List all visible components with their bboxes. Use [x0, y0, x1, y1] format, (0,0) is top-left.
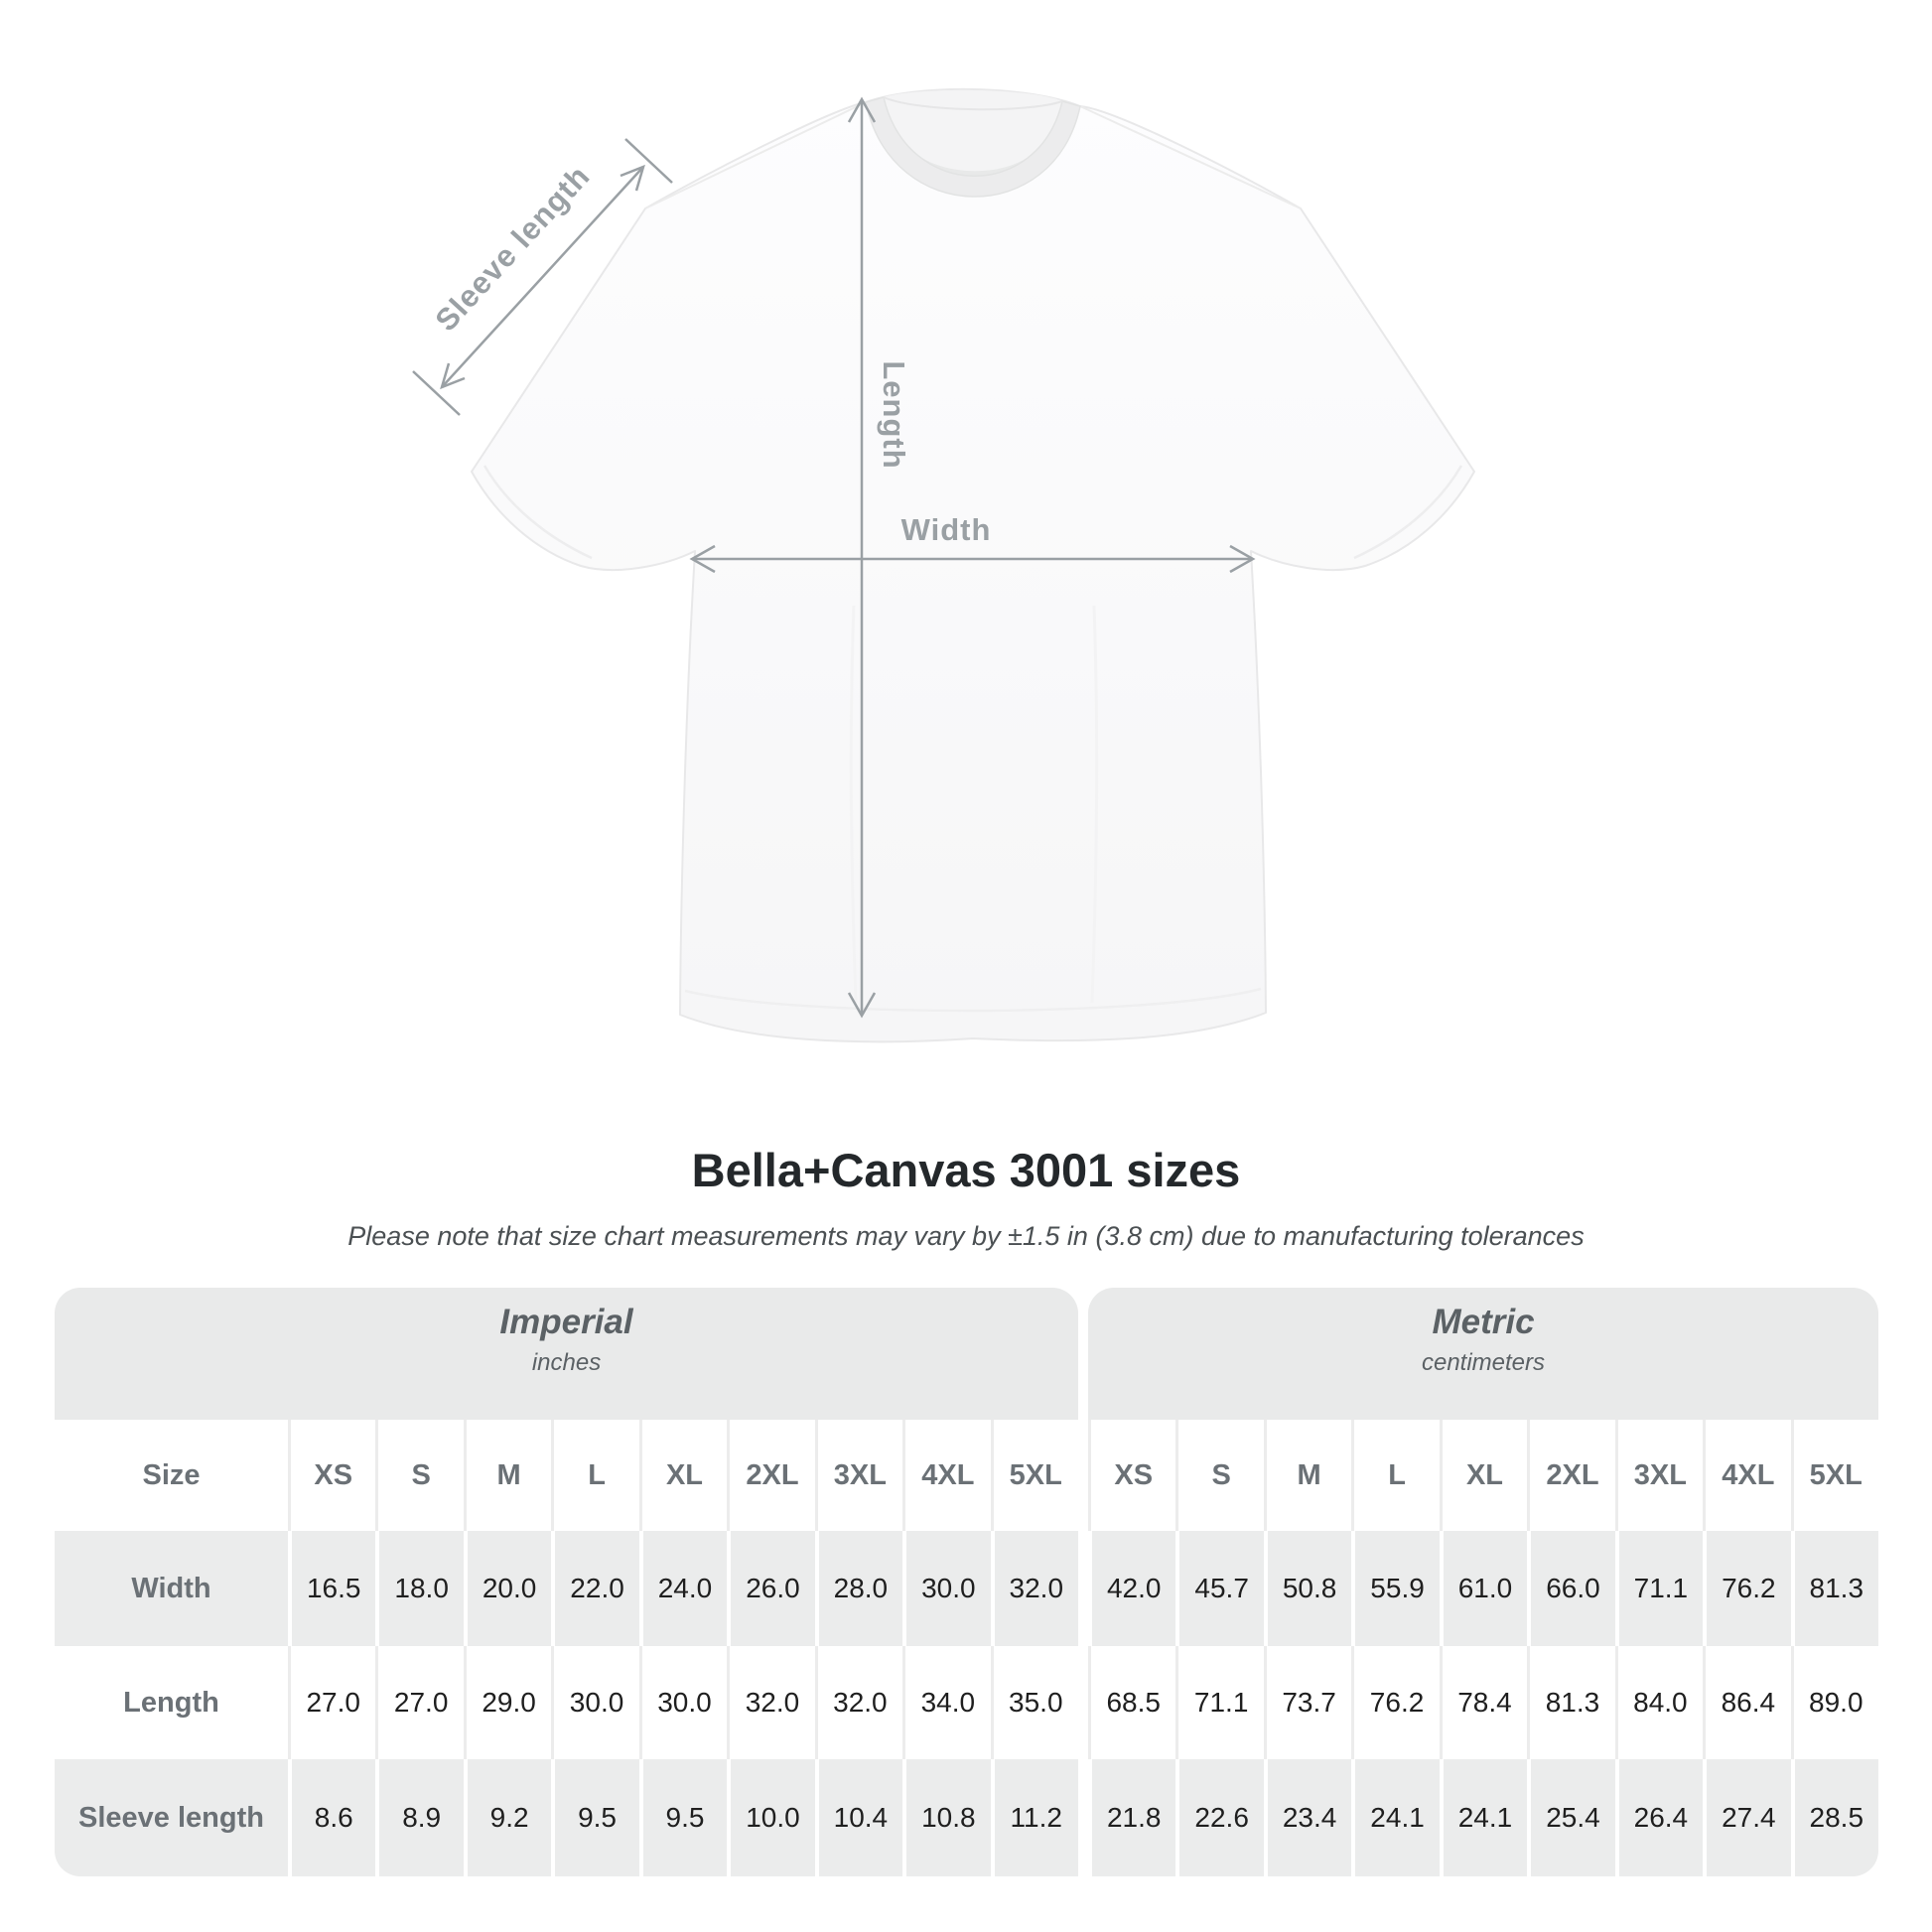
- size-header-imperial-l: L: [551, 1420, 638, 1531]
- imperial-group-header: [55, 1288, 1078, 1420]
- page-subtitle: Please note that size chart measurements may vary by ±1.5 in (3.8 cm) due to manufacturing tolerances: [347, 1221, 1585, 1251]
- group-gap: [1078, 1420, 1088, 1531]
- tshirt-silhouette: [472, 89, 1474, 1041]
- width-metric-2xl: 66.0: [1527, 1531, 1614, 1646]
- length-metric-4xl: 86.4: [1703, 1646, 1790, 1759]
- row-label-width: Width: [55, 1531, 288, 1646]
- group-gap: [1078, 1531, 1088, 1646]
- tshirt-diagram: [298, 50, 1588, 1092]
- width-metric-l: 55.9: [1351, 1531, 1439, 1646]
- group-gap: [1078, 1759, 1088, 1876]
- sleeve-length-label: Sleeve length: [428, 158, 598, 339]
- sleeve-metric-l: 24.1: [1351, 1759, 1439, 1876]
- tshirt-measurement-figure: [298, 50, 1588, 1092]
- length-metric-5xl: 89.0: [1791, 1646, 1878, 1759]
- imperial-label: Imperial: [499, 1303, 633, 1341]
- sleeve-metric-2xl: 25.4: [1527, 1759, 1614, 1876]
- width-imperial-s: 18.0: [375, 1531, 463, 1646]
- length-metric-s: 71.1: [1175, 1646, 1263, 1759]
- imperial-units: inches: [531, 1348, 602, 1376]
- sleeve-imperial-xs: 8.6: [288, 1759, 375, 1876]
- table-row-sleeve-length: [55, 1759, 1878, 1876]
- length-metric-m: 73.7: [1264, 1646, 1351, 1759]
- length-imperial-3xl: 32.0: [815, 1646, 902, 1759]
- metric-units: centimeters: [1421, 1348, 1546, 1376]
- width-metric-5xl: 81.3: [1791, 1531, 1878, 1646]
- size-header-imperial-m: M: [464, 1420, 551, 1531]
- length-imperial-xs: 27.0: [288, 1646, 375, 1759]
- sleeve-metric-xs: 21.8: [1088, 1759, 1175, 1876]
- size-header-row: [55, 1420, 1878, 1531]
- size-header-metric-5xl: 5XL: [1791, 1420, 1878, 1531]
- length-metric-xs: 68.5: [1088, 1646, 1175, 1759]
- width-imperial-5xl: 32.0: [991, 1531, 1078, 1646]
- width-metric-m: 50.8: [1264, 1531, 1351, 1646]
- width-label: Width: [900, 512, 992, 547]
- sleeve-imperial-xl: 9.5: [639, 1759, 727, 1876]
- sleeve-imperial-s: 8.9: [375, 1759, 463, 1876]
- size-header-imperial-xl: XL: [639, 1420, 727, 1531]
- length-imperial-2xl: 32.0: [727, 1646, 814, 1759]
- sleeve-imperial-3xl: 10.4: [815, 1759, 902, 1876]
- length-imperial-5xl: 35.0: [991, 1646, 1078, 1759]
- width-imperial-m: 20.0: [464, 1531, 551, 1646]
- row-label-sleeve-length: Sleeve length: [55, 1759, 288, 1876]
- size-header-metric-xs: XS: [1088, 1420, 1175, 1531]
- size-table: [55, 1288, 1878, 1876]
- size-header-imperial-3xl: 3XL: [815, 1420, 902, 1531]
- page-title: Bella+Canvas 3001 sizes: [691, 1144, 1241, 1196]
- sleeve-metric-3xl: 26.4: [1615, 1759, 1703, 1876]
- width-imperial-4xl: 30.0: [902, 1531, 990, 1646]
- sleeve-metric-xl: 24.1: [1440, 1759, 1527, 1876]
- size-header-imperial-2xl: 2XL: [727, 1420, 814, 1531]
- size-header-imperial-s: S: [375, 1420, 463, 1531]
- length-metric-xl: 78.4: [1440, 1646, 1527, 1759]
- row-label-length: Length: [123, 1686, 219, 1719]
- sleeve-imperial-m: 9.2: [464, 1759, 551, 1876]
- width-metric-4xl: 76.2: [1703, 1531, 1790, 1646]
- width-imperial-2xl: 26.0: [727, 1531, 814, 1646]
- group-gap: [1078, 1646, 1088, 1759]
- sleeve-metric-m: 23.4: [1264, 1759, 1351, 1876]
- table-row-length: [55, 1646, 1878, 1759]
- length-imperial-l: 30.0: [551, 1646, 638, 1759]
- length-label: Length: [877, 360, 911, 470]
- width-metric-xl: 61.0: [1440, 1531, 1527, 1646]
- sleeve-metric-5xl: 28.5: [1791, 1759, 1878, 1876]
- length-metric-3xl: 84.0: [1615, 1646, 1703, 1759]
- length-imperial-m: 29.0: [464, 1646, 551, 1759]
- length-imperial-4xl: 34.0: [902, 1646, 990, 1759]
- sleeve-imperial-l: 9.5: [551, 1759, 638, 1876]
- width-metric-3xl: 71.1: [1615, 1531, 1703, 1646]
- width-imperial-l: 22.0: [551, 1531, 638, 1646]
- metric-group-header: [1088, 1288, 1878, 1420]
- size-header-imperial-4xl: 4XL: [902, 1420, 990, 1531]
- size-header-metric-2xl: 2XL: [1527, 1420, 1614, 1531]
- metric-label: Metric: [1432, 1303, 1535, 1341]
- width-imperial-3xl: 28.0: [815, 1531, 902, 1646]
- size-header-imperial-xs: XS: [288, 1420, 375, 1531]
- unit-group-band: [55, 1288, 1878, 1420]
- length-metric-l: 76.2: [1351, 1646, 1439, 1759]
- size-header-imperial-5xl: 5XL: [991, 1420, 1078, 1531]
- length-imperial-s: 27.0: [375, 1646, 463, 1759]
- size-header-metric-xl: XL: [1440, 1420, 1527, 1531]
- size-header-metric-3xl: 3XL: [1615, 1420, 1703, 1531]
- length-imperial-xl: 30.0: [639, 1646, 727, 1759]
- size-column-header: Size: [142, 1458, 201, 1491]
- size-header-metric-m: M: [1264, 1420, 1351, 1531]
- width-metric-s: 45.7: [1175, 1531, 1263, 1646]
- width-imperial-xl: 24.0: [639, 1531, 727, 1646]
- size-header-metric-4xl: 4XL: [1703, 1420, 1790, 1531]
- width-imperial-xs: 16.5: [288, 1531, 375, 1646]
- sleeve-metric-s: 22.6: [1175, 1759, 1263, 1876]
- sleeve-imperial-2xl: 10.0: [727, 1759, 814, 1876]
- size-header-metric-l: L: [1351, 1420, 1439, 1531]
- width-metric-xs: 42.0: [1088, 1531, 1175, 1646]
- length-metric-2xl: 81.3: [1527, 1646, 1614, 1759]
- sleeve-imperial-4xl: 10.8: [902, 1759, 990, 1876]
- sleeve-imperial-5xl: 11.2: [991, 1759, 1078, 1876]
- size-header-metric-s: S: [1175, 1420, 1263, 1531]
- sleeve-metric-4xl: 27.4: [1703, 1759, 1790, 1876]
- table-row-width: [55, 1531, 1878, 1646]
